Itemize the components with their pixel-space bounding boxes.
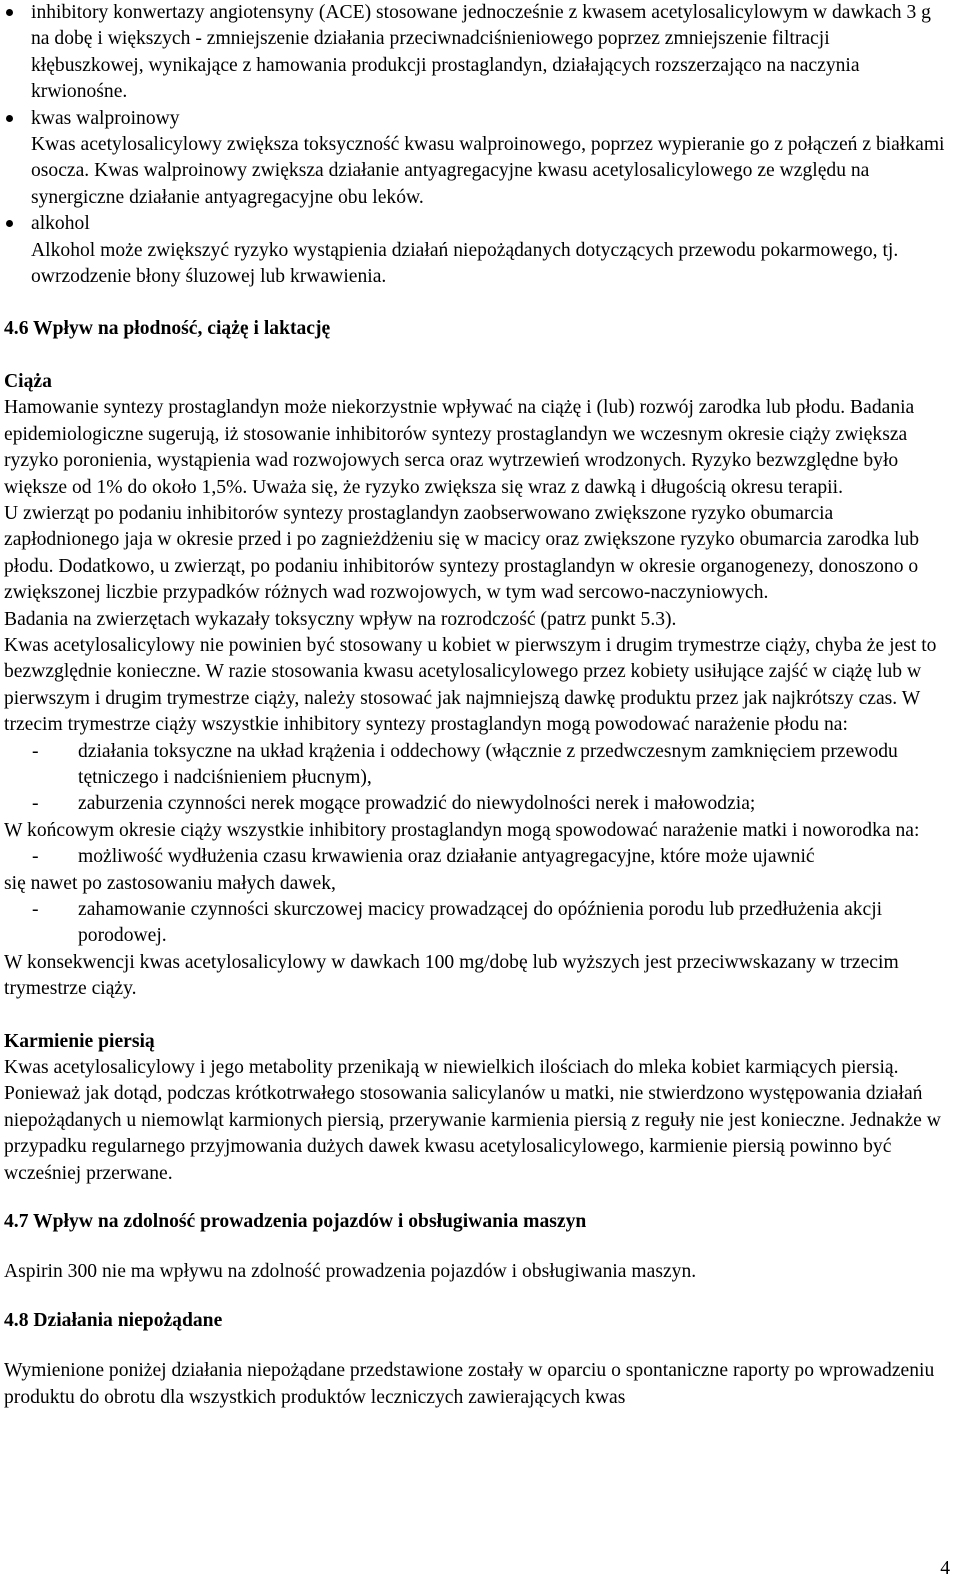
- list-item: [4, 0, 947, 106]
- paragraph: W końcowym okresie ciąży wszystkie inhibitory prostaglandyn mogą spowodować narażenie matki i noworodka na:: [4, 819, 920, 841]
- dash-marker: -: [32, 899, 39, 920]
- list-item-continuation: się nawet po zastosowaniu małych dawek,: [4, 872, 336, 894]
- section-heading-4-8: 4.8 Działania niepożądane: [4, 1309, 223, 1331]
- page-number: 4: [940, 1558, 950, 1579]
- list-item: [4, 897, 947, 950]
- dash-marker: -: [32, 793, 39, 815]
- paragraph: Wymienione poniżej działania niepożądane przedstawione zostały w oparciu o spontaniczne raporty po wprowadzeniu produktu do obrotu dla wszystkich produktów leczniczych zawierających kwas: [4, 1360, 935, 1408]
- mother-risk-list: [4, 844, 947, 870]
- list-item-title: alkohol: [31, 213, 90, 235]
- paragraph: Kwas acetylosalicylowy i jego metabolity przenikają w niewielkich ilościach do mleka kobiet karmiących piersią. Ponieważ jak dotąd, podczas krótkotrwałego stosowania salicylanów u matki, nie stwierdzono występowania działań niepożądanych u niemowląt karmionych piersią, przerywanie karmienia piersią z reguły nie jest konieczne. Jednakże w przypadku regularnego przyjmowania dużych dawek kwasu acetylosalicylowego, karmienie piersią powinno być wcześniej przerwane.: [4, 1057, 941, 1184]
- list-item-title: kwas walproinowy: [31, 107, 180, 129]
- paragraph: U zwierząt po podaniu inhibitorów syntezy prostaglandyn zaobserwowano zwiększone ryzyko obumarcia zapłodnionego jaja w okresie przed i po zagnieżdżeniu się w macicy oraz zwiększone ryzyko obumarcia zarodka lub płodu. Dodatkowo, u zwierząt, po podaniu inhibitorów syntezy prostaglandyn w okresie organogenezy, donoszono o zwiększonej liczbie przypadków różnych wad rozwojowych, w tym wad sercowo-naczyniowych.: [4, 502, 920, 604]
- subheading-breastfeeding: Karmienie piersią: [4, 1030, 155, 1052]
- subheading-pregnancy: Ciąża: [4, 370, 52, 392]
- paragraph: W konsekwencji kwas acetylosalicylowy w dawkach 100 mg/dobę lub wyższych jest przeciwwskazany w trzecim trymestrze ciąży.: [4, 951, 899, 1000]
- list-item-body: Kwas acetylosalicylowy zwiększa toksyczność kwasu walproinowego, poprzez wypieranie go z połączeń z białkami osocza. Kwas walproinowy zwiększa działanie antyagregacyjne kwasu acetylosalicylowego ze względu na synergiczne działanie antyagregacyjne obu leków.: [31, 134, 945, 208]
- interactions-list: [4, 0, 947, 290]
- list-item-text: inhibitory konwertazy angiotensyny (ACE) stosowane jednocześnie z kwasem acetylosalicylowym w dawkach 3 g na dobę i większych - zmniejszenie działania przeciwnadciśnieniowego poprzez zmniejszenie filtracji kłębuszkowej, wynikające z hamowania produkcji prostaglandyn, działających rozszerzająco na naczynia krwionośne.: [31, 2, 931, 103]
- mother-risk-list-cont: [4, 897, 947, 950]
- section-heading-4-6: 4.6 Wpływ na płodność, ciążę i laktację: [4, 318, 331, 340]
- list-item: [4, 106, 947, 212]
- list-item: [4, 791, 947, 817]
- list-item-text: działania toksyczne na układ krążenia i oddechowy (włącznie z przedwczesnym zamknięciem przewodu tętniczego i nadciśnieniem płucnym),: [78, 740, 898, 788]
- paragraph: Hamowanie syntezy prostaglandyn może niekorzystnie wpływać na ciążę i (lub) rozwój zarodka lub płodu. Badania epidemiologiczne sugerują, iż stosowanie inhibitorów syntezy prostaglandyn we wczesnym okresie ciąży zwiększa ryzyko poronienia, wystąpienia wad rozwojowych serca oraz wytrzewień wrodzonych. Ryzyko bezwzględne było większe od 1% do około 1,5%. Uważa się, że ryzyko zwiększa się wraz z dawką i długością okresu terapii.: [4, 397, 915, 498]
- paragraph: Aspirin 300 nie ma wpływu na zdolność prowadzenia pojazdów i obsługiwania maszyn.: [4, 1261, 697, 1283]
- paragraph: Kwas acetylosalicylowy nie powinien być stosowany u kobiet w pierwszym i drugim trymestrze ciąży, chyba że jest to bezwzględnie konieczne. W razie stosowania kwasu acetylosalicylowego przez kobiety usiłujące zajść w ciążę lub w pierwszym i drugim trymestrze ciąży, należy stosować jak najmniejszą dawkę produktu przez jak najkrótszy czas. W trzecim trymestrze ciąży wszystkie inhibitory syntezy prostaglandyn mogą powodować narażenie płodu na:: [4, 634, 937, 736]
- section-heading-4-7: 4.7 Wpływ na zdolność prowadzenia pojazdów i obsługiwania maszyn: [4, 1211, 587, 1233]
- fetus-risk-list: [4, 739, 947, 818]
- dash-marker: -: [32, 846, 39, 868]
- list-item-text: zahamowanie czynności skurczowej macicy prowadzącej do opóźnienia porodu lub przedłużenia akcji porodowej.: [78, 899, 883, 947]
- list-item: [4, 211, 947, 290]
- list-item-text: zaburzenia czynności nerek mogące prowadzić do niewydolności nerek i małowodzia;: [78, 793, 756, 815]
- document-page: [4, 0, 947, 1411]
- list-item: [4, 739, 947, 792]
- dash-marker: -: [32, 740, 39, 762]
- list-item-text: możliwość wydłużenia czasu krwawienia oraz działanie antyagregacyjne, które może ujawnić: [78, 846, 815, 868]
- list-item: [4, 844, 947, 870]
- paragraph: Badania na zwierzętach wykazały toksyczny wpływ na rozrodczość (patrz punkt 5.3).: [4, 608, 677, 630]
- list-item-body: Alkohol może zwiększyć ryzyko wystąpienia działań niepożądanych dotyczących przewodu pokarmowego, tj. owrzodzenie błony śluzowej lub krwawienia.: [31, 239, 899, 288]
